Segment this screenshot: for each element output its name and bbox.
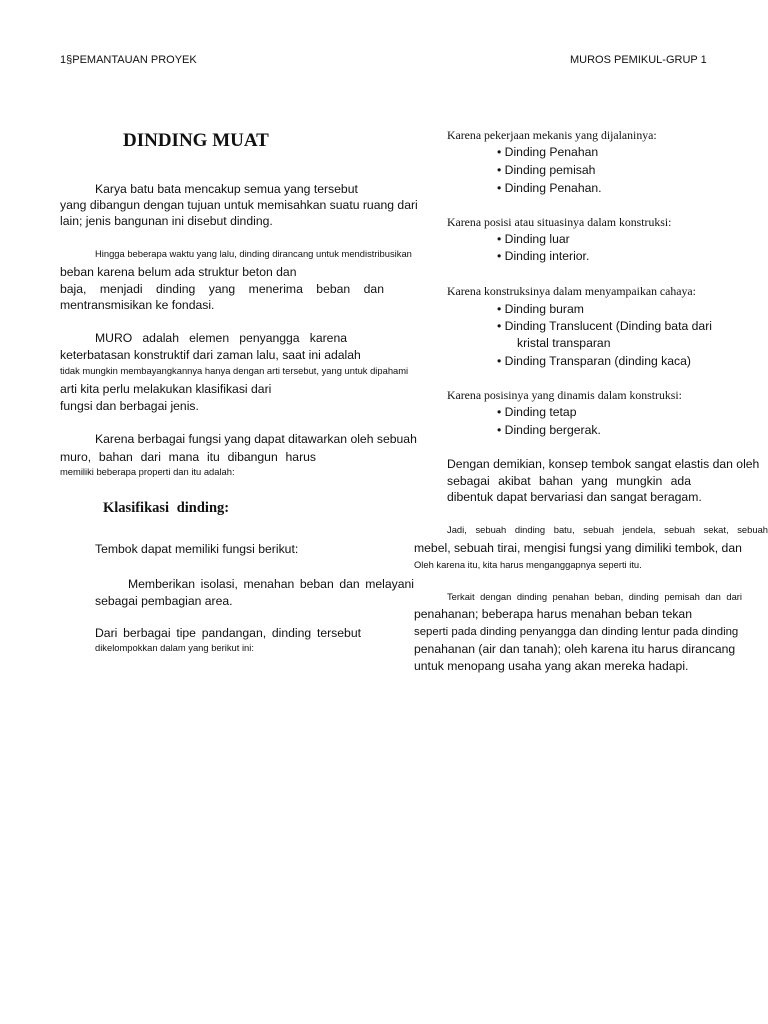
left-p1-line2: yang dibangun dengan tujuan untuk memisahkan suatu ruang dari [60, 198, 418, 212]
left-p2-line2: baja, menjadi dinding yang menerima beban dan [60, 282, 384, 296]
right-p2-small: Jadi, sebuah dinding batu, sebuah jendela, sebuah sekat, sebuah [447, 524, 768, 535]
left-p4-line1: Karena berbagai fungsi yang dapat ditawarkan oleh sebuah [95, 432, 417, 446]
group4-item-2: • Dinding bergerak. [497, 423, 601, 437]
right-p3-line1: penahanan; beberapa harus menahan beban tekan [414, 607, 692, 621]
group1-heading: Karena pekerjaan mekanis yang dijalaninya: [447, 128, 657, 142]
group4-heading: Karena posisinya yang dinamis dalam konstruksi: [447, 388, 682, 402]
page-title: DINDING MUAT [123, 130, 269, 151]
right-p1-line3: dibentuk dapat bervariasi dan sangat beragam. [447, 490, 702, 504]
right-p2-small2: Oleh karena itu, kita harus menganggapnya seperti itu. [414, 559, 642, 570]
header-right: MUROS PEMIKUL-GRUP 1 [570, 54, 707, 66]
left-p5: Tembok dapat memiliki fungsi berikut: [95, 542, 299, 556]
left-p6-line2: sebagai pembagian area. [95, 594, 233, 608]
group4-item-1: • Dinding tetap [497, 405, 577, 419]
left-p3-line2: keterbatasan konstruktif dari zaman lalu, saat ini adalah [60, 348, 361, 362]
left-p4-line2: muro, bahan dari mana itu dibangun harus [60, 450, 316, 464]
group2-item-2: • Dinding interior. [497, 249, 590, 263]
group3-item-2: • Dinding Translucent (Dinding bata dari [497, 319, 712, 333]
left-p3-line1: MURO adalah elemen penyangga karena [95, 331, 347, 345]
right-p3-small: Terkait dengan dinding penahan beban, dinding pemisah dan dari [447, 591, 742, 602]
left-p1-line3: lain; jenis bangunan ini disebut dinding. [60, 214, 273, 228]
group3-item-3: • Dinding Transparan (dinding kaca) [497, 354, 691, 368]
left-p6-line1: Memberikan isolasi, menahan beban dan melayani [128, 577, 414, 591]
left-p3-line3: arti kita perlu melakukan klasifikasi dari [60, 382, 272, 396]
group1-item-1: • Dinding Penahan [497, 145, 599, 159]
left-p3-line4: fungsi dan berbagai jenis. [60, 399, 199, 413]
left-p1-line1: Karya batu bata mencakup semua yang tersebut [95, 182, 358, 196]
left-p7: Dari berbagai tipe pandangan, dinding tersebut [95, 626, 361, 640]
group2-item-1: • Dinding luar [497, 232, 570, 246]
group1-item-2: • Dinding pemisah [497, 163, 596, 177]
group1-item-3: • Dinding Penahan. [497, 181, 602, 195]
left-p7-small: dikelompokkan dalam yang berikut ini: [95, 642, 254, 653]
right-p1-line2: sebagai akibat bahan yang mungkin ada [447, 474, 691, 488]
left-p2-small: Hingga beberapa waktu yang lalu, dinding dirancang untuk mendistribusikan [95, 248, 412, 259]
left-p2-line3: mentransmisikan ke fondasi. [60, 298, 215, 312]
right-p3-line2: penahanan (air dan tanah); oleh karena itu harus dirancang [414, 642, 736, 656]
right-p1-line1: Dengan demikian, konsep tembok sangat elastis dan oleh [447, 457, 760, 471]
right-p2: mebel, sebuah tirai, mengisi fungsi yang dimiliki tembok, dan [414, 541, 742, 555]
section-subtitle: Klasifikasi dinding: [103, 500, 230, 516]
group3-item-2-cont: kristal transparan [517, 336, 611, 350]
group2-heading: Karena posisi atau situasinya dalam konstruksi: [447, 215, 672, 229]
group3-item-1: • Dinding buram [497, 302, 584, 316]
group3-heading: Karena konstruksinya dalam menyampaikan cahaya: [447, 284, 696, 298]
left-p4-small: memiliki beberapa properti dan itu adalah: [60, 466, 235, 477]
header-left: 1§PEMANTAUAN PROYEK [60, 54, 197, 66]
right-p3-line3: untuk menopang usaha yang akan mereka hadapi. [414, 659, 689, 673]
left-p2-line1: beban karena belum ada struktur beton dan [60, 265, 297, 279]
right-p3-mid: seperti pada dinding penyangga dan dinding lentur pada dinding [414, 626, 739, 638]
left-p3-small: tidak mungkin membayangkannya hanya dengan arti tersebut, yang untuk dipahami [60, 365, 409, 376]
